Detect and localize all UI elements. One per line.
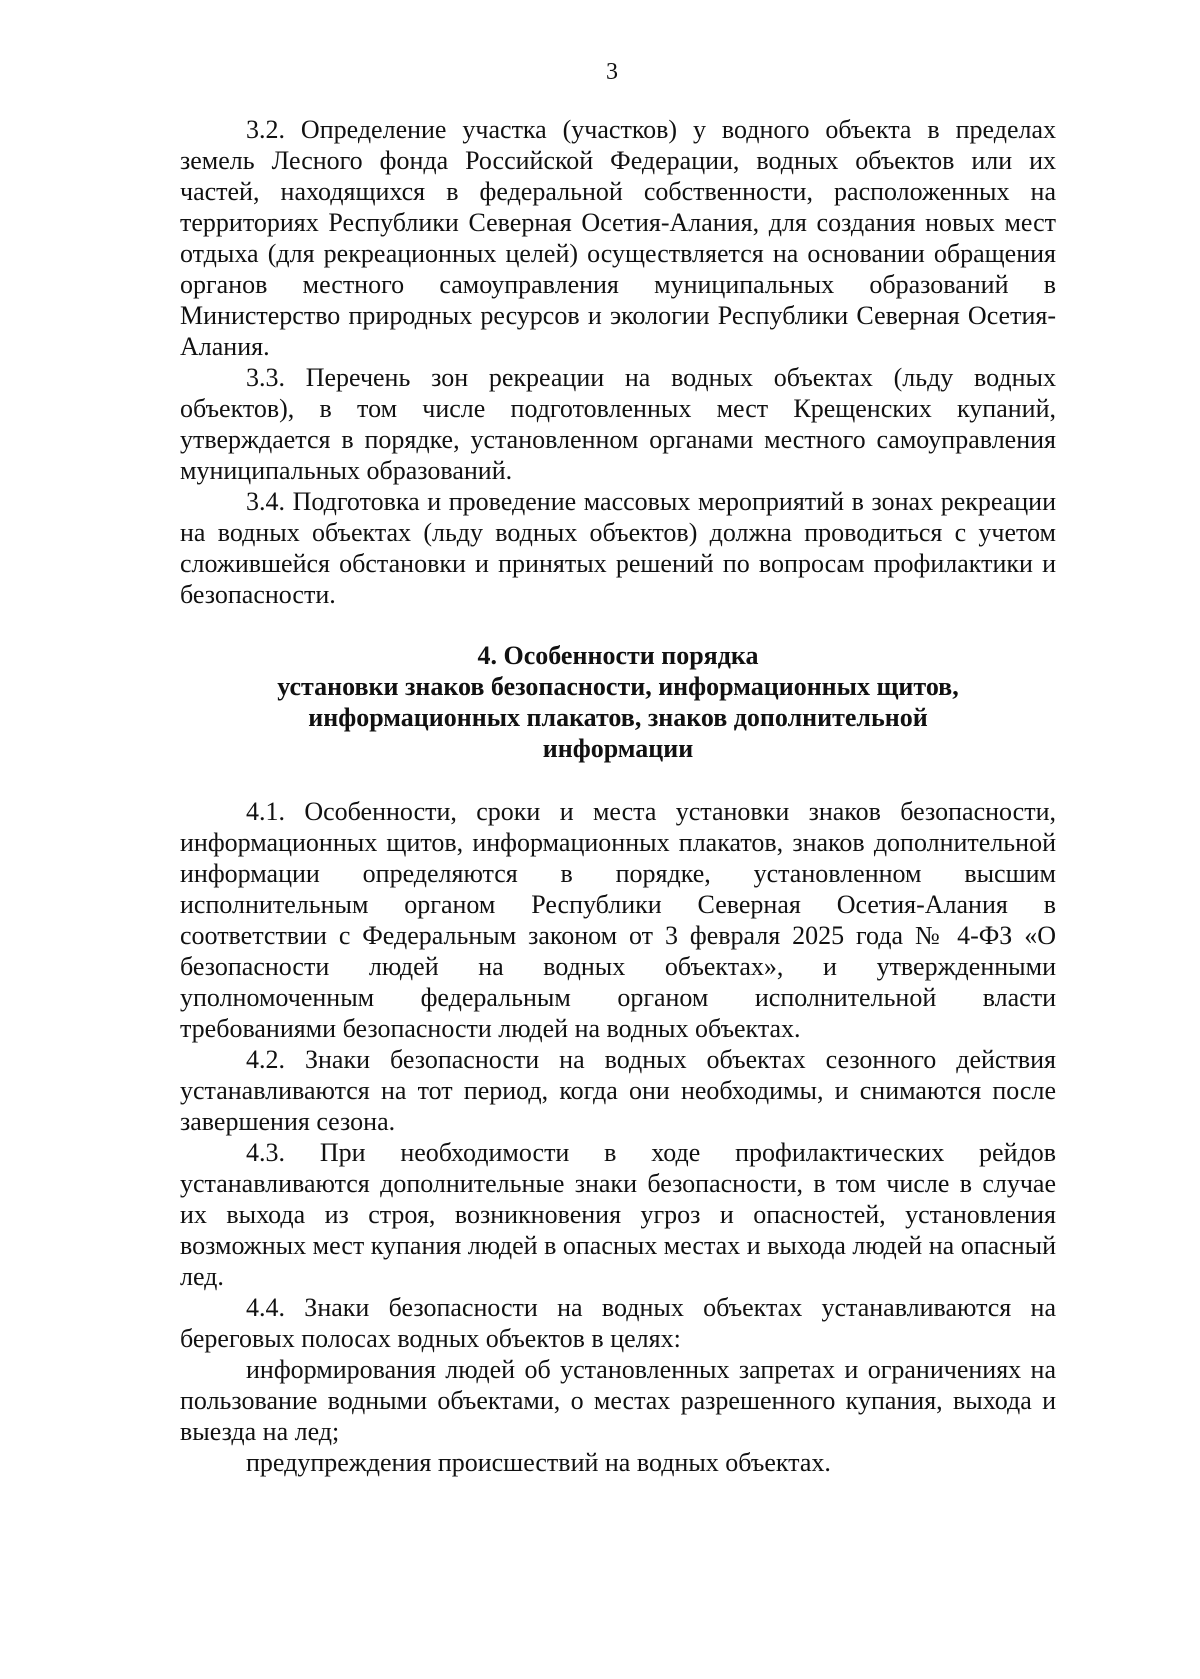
paragraph-4-3: 4.3. При необходимости в ходе профилактических рейдов устанавливаются дополнительные знаки безопасности, в том числе в случае их выхода из строя, возникновения угроз и опасностей, установления возможных мест купания людей в опасных местах и выхода людей на опасный лед. [180,1138,1056,1291]
paragraph-4-4: 4.4. Знаки безопасности на водных объектах устанавливаются на береговых полосах водных объектов в целях: [180,1293,1056,1353]
section-3-body [180,114,1056,610]
paragraph-3-4: 3.4. Подготовка и проведение массовых мероприятий в зонах рекреации на водных объектах (льду водных объектов) должна проводиться с учетом сложившейся обстановки и принятых решений по вопросам профилактики и безопасности. [180,487,1056,609]
section-4-heading-line: установки знаков безопасности, информационных щитов, [277,672,959,701]
section-4-heading-line: 4. Особенности порядка [477,641,759,670]
section-4-body [180,796,1056,1478]
purpose-item: информирования людей об установленных запретах и ограничениях на пользование водными объектами, о местах разрешенного купания, выхода и выезда на лед; [180,1355,1056,1446]
paragraph-4-2: 4.2. Знаки безопасности на водных объектах сезонного действия устанавливаются на тот период, когда они необходимы, и снимаются после завершения сезона. [180,1045,1056,1136]
paragraph-4-1: 4.1. Особенности, сроки и места установки знаков безопасности, информационных щитов, информационных плакатов, знаков дополнительной информации определяются в порядке, установленном высшим исполнительным органом Республики Северная Осетия-Алания в соответствии с Федеральным законом от 3 февраля 2025 года № 4-ФЗ «О безопасности людей на водных объектах», и утвержденными уполномоченным федеральным органом исполнительной власти требованиями безопасности людей на водных объектах. [180,797,1056,1043]
section-4-heading-line: информации [542,734,694,763]
purpose-item: предупреждения происшествий на водных объектах. [246,1448,831,1477]
paragraph-3-3: 3.3. Перечень зон рекреации на водных объектах (льду водных объектов), в том числе подготовленных мест Крещенских купаний, утверждается в порядке, установленном органами местного самоуправления муниципальных образований. [180,363,1056,485]
page-number: 3 [606,59,618,85]
section-4-heading-line: информационных плакатов, знаков дополнительной [308,703,928,732]
section-4-heading [180,640,1056,764]
paragraph-3-2: 3.2. Определение участка (участков) у водного объекта в пределах земель Лесного фонда Российской Федерации, водных объектов или их частей, находящихся в федеральной собственности, расположенных на территориях Республики Северная Осетия-Алания, для создания новых мест отдыха (для рекреационных целей) осуществляется на основании обращения органов местного самоуправления муниципальных образований в Министерство природных ресурсов и экологии Республики Северная Осетия-Алания. [180,115,1056,361]
